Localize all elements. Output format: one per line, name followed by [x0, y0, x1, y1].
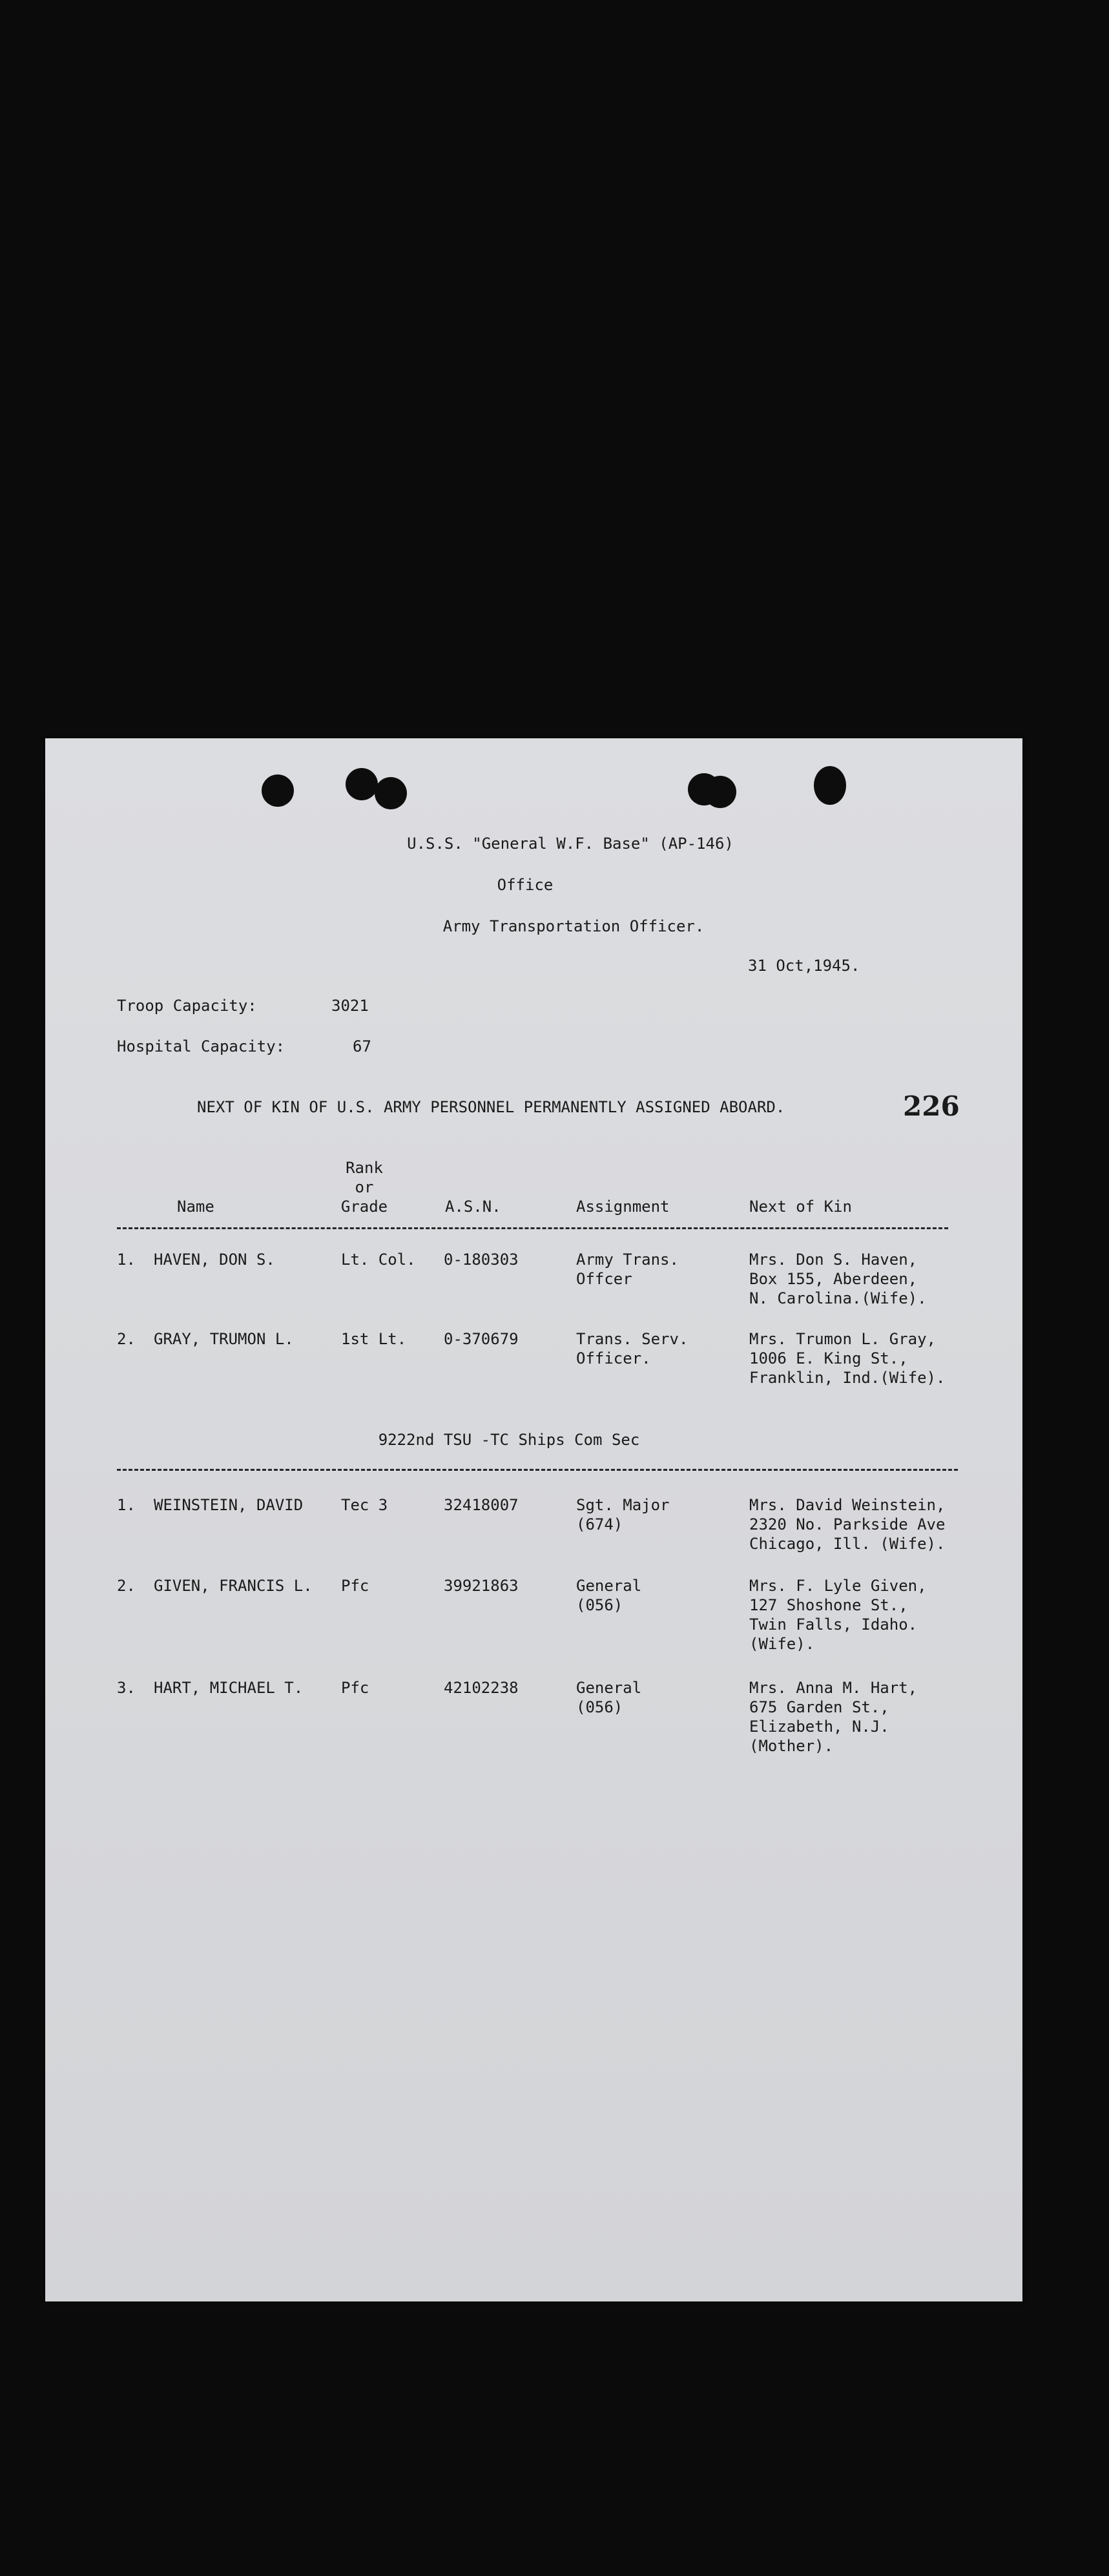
section-title: NEXT OF KIN OF U.S. ARMY PERSONNEL PERMANENTLY ASSIGNED ABOARD.: [197, 1098, 785, 1116]
row-number: 1.: [117, 1251, 136, 1269]
officer-title: Army Transportation Officer.: [442, 917, 705, 935]
column-header-asn: A.S.N.: [445, 1198, 501, 1216]
row-assignment: Sgt. Major (674): [576, 1496, 670, 1533]
page-number: 226: [903, 1090, 960, 1122]
row-next-of-kin: Mrs. Trumon L. Gray, 1006 E. King St., Franklin, Ind.(Wife).: [749, 1330, 946, 1387]
row-asn: 0-180303: [444, 1251, 519, 1269]
row-rank: Lt. Col.: [341, 1251, 416, 1269]
troop-capacity-value: 3021: [331, 997, 369, 1015]
row-assignment: General (056): [576, 1679, 642, 1716]
row-name: WEINSTEIN, DAVID: [154, 1496, 304, 1514]
binder-hole: [262, 774, 294, 807]
unit-divider: [117, 1469, 958, 1471]
row-asn: 0-370679: [444, 1330, 519, 1348]
row-assignment: Trans. Serv. Officer.: [576, 1330, 689, 1367]
troop-capacity-label: Troop Capacity:: [117, 997, 257, 1015]
row-rank: Pfc: [341, 1577, 369, 1595]
row-asn: 32418007: [444, 1496, 519, 1514]
row-number: 1.: [117, 1496, 136, 1514]
binder-hole: [375, 777, 407, 809]
row-rank: Tec 3: [341, 1496, 388, 1514]
row-name: HART, MICHAEL T.: [154, 1679, 304, 1697]
header-divider: [117, 1227, 948, 1229]
row-next-of-kin: Mrs. Anna M. Hart, 675 Garden St., Elizabeth, N.J. (Mother).: [749, 1679, 918, 1755]
ship-title: U.S.S. "General W.F. Base" (AP-146): [407, 835, 734, 853]
row-name: HAVEN, DON S.: [154, 1251, 275, 1269]
row-asn: 39921863: [444, 1577, 519, 1595]
document-page: [45, 738, 1022, 2301]
binder-hole: [346, 768, 378, 800]
row-assignment: Army Trans. Offcer: [576, 1251, 679, 1288]
row-next-of-kin: Mrs. F. Lyle Given, 127 Shoshone St., Twin Falls, Idaho. (Wife).: [749, 1577, 927, 1653]
document-date: 31 Oct,1945.: [748, 957, 860, 975]
row-number: 2.: [117, 1577, 136, 1595]
row-assignment: General (056): [576, 1577, 642, 1614]
column-header-next-of-kin: Next of Kin: [749, 1198, 852, 1216]
hospital-capacity-value: 67: [353, 1037, 371, 1055]
row-rank: 1st Lt.: [341, 1330, 407, 1348]
row-name: GRAY, TRUMON L.: [154, 1330, 294, 1348]
row-number: 2.: [117, 1330, 136, 1348]
binder-hole: [704, 776, 736, 808]
hospital-capacity-label: Hospital Capacity:: [117, 1037, 285, 1055]
row-next-of-kin: Mrs. Don S. Haven, Box 155, Aberdeen, N. Carolina.(Wife).: [749, 1251, 927, 1307]
column-header-assignment: Assignment: [576, 1198, 670, 1216]
row-asn: 42102238: [444, 1679, 519, 1697]
row-number: 3.: [117, 1679, 136, 1697]
office-label: Office: [497, 876, 554, 894]
row-next-of-kin: Mrs. David Weinstein, 2320 No. Parkside Ave Chicago, Ill. (Wife).: [749, 1496, 946, 1553]
column-header-rank: Rank or Grade: [340, 1159, 388, 1216]
unit-title: 9222nd TSU -TC Ships Com Sec: [378, 1431, 640, 1449]
row-name: GIVEN, FRANCIS L.: [154, 1577, 313, 1595]
binder-hole: [814, 766, 846, 805]
column-header-name: Name: [177, 1198, 214, 1216]
row-rank: Pfc: [341, 1679, 369, 1697]
